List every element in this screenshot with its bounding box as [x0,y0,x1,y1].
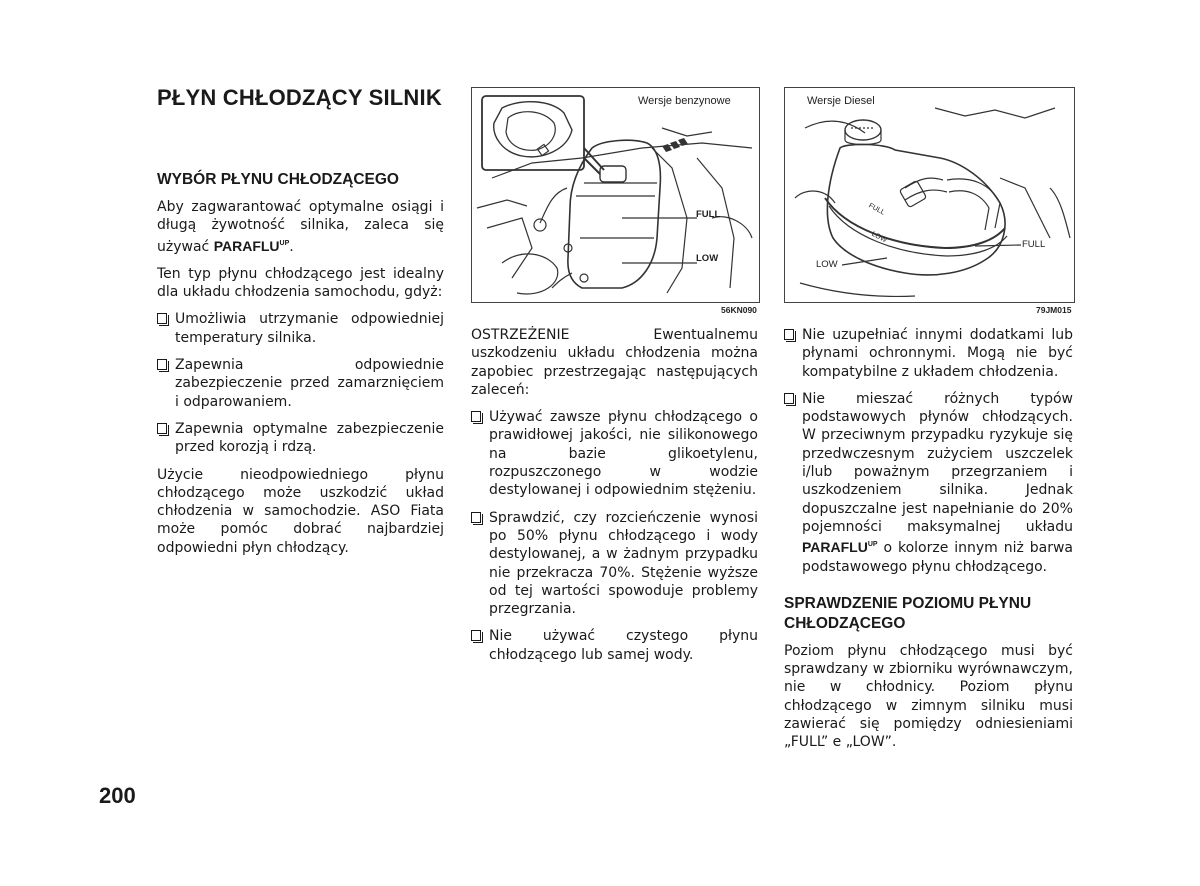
low-label: LOW [816,259,838,270]
low-label: LOW [696,253,719,264]
page-number: 200 [99,783,136,808]
petrol-reservoir-illustration [472,88,759,302]
list-item-text: Nie mieszać różnych typów podstawowych płynów chłodzących. W przeciwnym przypadku ryzykuje się przedwczesnym zużyciem uszczelek i/lub poważnym przegrzaniem i uszkodzeniem silnika. Jednak dopuszczalne jest napełnianie do 20% pojemności maksymalnej układu [802,390,1073,535]
figure-code: 56KN090 [721,305,757,315]
checkbox-bullet-icon [471,411,481,422]
list-item-text: Umożliwia utrzymanie odpowiedniej temperatury silnika. [175,311,444,346]
section-level-check [784,326,1073,761]
warning-intro: OSTRZEŻENIE Ewentualnemu uszkodzeniu układu chłodzenia można zapobiec przestrzegając następujących zaleceń: [471,327,758,398]
page-title: PŁYN CHŁODZĄCY SILNIK [157,85,442,110]
list-item [157,420,444,457]
list-item [784,390,1073,576]
figure-code: 79JM015 [1036,305,1072,315]
section-coolant-choice [157,170,444,566]
brand-name [802,539,878,555]
paragraph-intro-text: Aby zagwarantować optymalne osiągi i długą żywotność silnika, zaleca się używać [157,199,444,255]
benefits-list [157,310,444,456]
checkbox-bullet-icon [157,423,167,434]
list-item-text-end: o kolorze innym niż barwa podstawowego płynu chłodzącego. [802,540,1073,575]
tank-full-mark: FULL [867,202,886,217]
caution-list [784,326,1073,576]
full-label: FULL [696,209,721,220]
tank-low-mark: LOW [870,230,888,245]
list-item-text: Nie uzupełniać innymi dodatkami lub płynami ochronnymi. Mogą nie być kompatybilne z układem chłodzenia. [802,327,1073,380]
list-item-text: Zapewnia odpowiednie zabezpieczenie przed zamarznięciem i odparowaniem. [175,357,444,410]
list-item [471,509,758,619]
list-item [157,356,444,411]
figure-caption: Wersje Diesel [807,95,875,107]
list-item-text: Nie używać czystego płynu chłodzącego lub samej wody. [489,628,758,663]
figure-caption: Wersje benzynowe [638,95,731,107]
brand-text: PARAFLU [213,237,280,254]
paragraph-level-check: Poziom płynu chłodzącego musi być sprawdzany w zbiorniku wyrównawczym, nie w chłodnicy. Poziom płynu chłodzącego w zimnym silniku musi zawierać się pomiędzy odniesieniami „FULL” e „LOW”. [784,642,1073,751]
checkbox-bullet-icon [157,313,167,324]
warning-list [471,408,758,664]
section-heading: WYBÓR PŁYNU CHŁODZĄCEGO [157,171,399,188]
brand-name [214,238,290,254]
paragraph-intro [157,198,444,256]
checkbox-bullet-icon [784,393,794,404]
list-item [157,310,444,347]
figure-diesel-reservoir [784,87,1075,303]
list-item-text: Zapewnia optymalne zabezpieczenie przed korozją i rdzą. [175,420,444,456]
list-item-text: Używać zawsze płynu chłodzącego o prawidłowej jakości, nie silikonowego na bazie glikoetylenu, rozpuszczonego w wodzie destylowanej i odpowiednim stężeniu. [489,409,758,499]
checkbox-bullet-icon [784,329,794,340]
list-item-text: Sprawdzić, czy rozcieńczenie wynosi po 50% płynu chłodzącego i wody destylowanej, a w żadnym przypadku nie przekracza 70%. Stężenie wyższe od tej wartości spowoduje problemy przegrzania. [489,509,758,618]
paragraph-intro-end: . [289,238,294,255]
full-label: FULL [1022,239,1046,250]
brand-sup: UP [867,541,878,549]
paragraph-suitability: Ten typ płynu chłodzącego jest idealny dla układu chłodzenia samochodu, gdyż: [157,265,444,301]
list-item [471,408,758,499]
paragraph-warning-wrong-fluid: Użycie nieodpowiedniego płynu chłodzącego może uszkodzić układ chłodzenia w samochodzie. ASO Fiata może pomóc dobrać najbardziej odpowiedni płyn chłodzący. [157,466,444,556]
section-warning [471,326,758,673]
checkbox-bullet-icon [157,359,167,370]
list-item [784,326,1073,381]
list-item [471,627,758,664]
figure-petrol-reservoir [471,87,760,303]
brand-sup: UP [279,239,290,247]
section-heading: SPRAWDZENIE POZIOMU PŁYNU CHŁODZĄCEGO [784,594,1032,632]
checkbox-bullet-icon [471,512,481,523]
checkbox-bullet-icon [471,630,481,641]
brand-text: PARAFLU [802,539,868,556]
